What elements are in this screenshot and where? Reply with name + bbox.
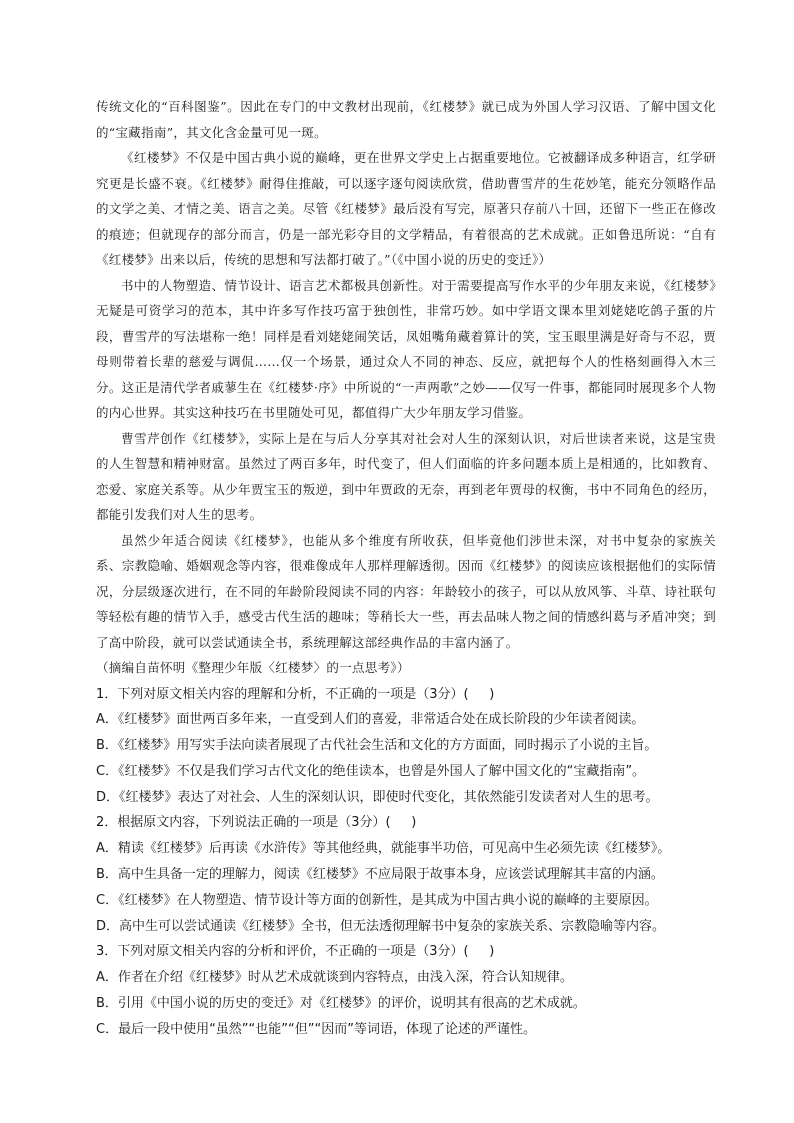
passage-paragraph-3: 书中的人物塑造、情节设计、语言艺术都极具创新性。对于需要提高写作水平的少年朋友来说，《红楼梦》无疑是可资学习的范本，其中许多写作技巧富于独创性，非常巧妙。如中学语文课本里刘姥姥吃鸽子蛋的片段，曹雪芹的写法堪称一绝！同样是看刘姥姥闹笑话，凤姐嘴角藏着算计的笑，宝玉眼里满是好奇与不忍，贾母则带着长辈的慈爱与调侃……仅一个场景，通过众人不同的神态、反应，就把每个人的性格刻画得入木三分。这正是清代学者戚蓼生在《红楼梦·序》中所说的“一声两歌”之妙——仅写一件事，都能同时展现多个人物的内心世界。其实这种技巧在书里随处可见，都值得广大少年朋友学习借鉴。 xyxy=(96,277,716,420)
question-1 xyxy=(96,682,716,811)
reading-passage xyxy=(96,94,716,681)
option-d: D．高中生可以尝试通读《红楼梦》全书，但无法透彻理解书中复杂的家族关系、宗教隐喻等内容。 xyxy=(96,918,666,934)
option-a: A．作者在介绍《红楼梦》时从艺术成就谈到内容特点，由浅入深，符合认知规律。 xyxy=(96,970,573,986)
document-page xyxy=(96,94,716,1043)
passage-paragraph-5: 虽然少年适合阅读《红楼梦》，也能从多个维度有所收获，但毕竟他们涉世未深，对书中复杂的家族关系、宗教隐喻、婚姻观念等内容，很难像成年人那样理解透彻。因而《红楼梦》的阅读应该根据他们的实际情况，分层级逐次进行，在不同的年龄阶段阅读不同的内容：年龄较小的孩子，可以从放风筝、斗草、诗社联句等轻松有趣的情节入手，感受古代生活的趣味；等稍长大一些，再去品味人物之间的情感纠葛与矛盾冲突；到了高中阶段，就可以尝试通读全书，系统理解这部经典作品的丰富内涵了。 xyxy=(96,532,716,650)
option-a: A．《红楼梦》面世两百多年来，一直受到人们的喜爱，非常适合处在成长阶段的少年读者阅读。 xyxy=(96,712,645,728)
option-a: A．精读《红楼梦》后再读《水浒传》等其他经典，就能事半功倍，可见高中生必须先读《红楼梦》。 xyxy=(96,841,671,857)
question-stem: 3．下列对原文相关内容的分析和评价，不正确的一项是（3分）( ) xyxy=(96,944,495,960)
option-b: B．引用《中国小说的历史的变迁》对《红楼梦》的评价，说明其有很高的艺术成就。 xyxy=(96,996,586,1012)
option-b: B．《红楼梦》用写实手法向读者展现了古代社会生活和文化的方方面面，同时揭示了小说的主旨。 xyxy=(96,738,658,754)
question-stem: 2．根据原文内容，下列说法正确的一项是（3分）( ) xyxy=(96,815,417,831)
option-b: B．高中生具备一定的理解力，阅读《红楼梦》不应局限于故事本身，应该尝试理解其丰富的内涵。 xyxy=(96,867,664,883)
passage-paragraph-1: 传统文化的“百科图鉴”。因此在专门的中文教材出现前，《红楼梦》就已成为外国人学习汉语、了解中国文化的“宝藏指南”，其文化含金量可见一斑。 xyxy=(96,99,716,140)
question-3 xyxy=(96,939,716,1042)
question-list xyxy=(96,682,716,1043)
passage-paragraph-4: 曹雪芹创作《红楼梦》，实际上是在与后人分享其对社会对人生的深刻认识，对后世读者来说，这是宝贵的人生智慧和精神财富。虽然过了两百多年，时代变了，但人们面临的许多问题本质上是相通的，比如教育、恋爱、家庭关系等。从少年贾宝玉的叛逆，到中年贾政的无奈，再到老年贾母的权衡，书中不同角色的经历，都能引发我们对人生的思考。 xyxy=(96,430,716,522)
option-c: C．《红楼梦》不仅是我们学习古代文化的绝佳读本，也曾是外国人了解中国文化的“宝藏指南”。 xyxy=(96,763,646,779)
passage-source: （摘编自苗怀明《整理少年版〈红楼梦〉的一点思考》） xyxy=(96,660,410,675)
passage-paragraph-2: 《红楼梦》不仅是中国古典小说的巅峰，更在世界文学史上占据重要地位。它被翻译成多种语言，红学研究更是长盛不衰。《红楼梦》耐得住推敲，可以逐字逐句阅读欣赏，借助曹雪芹的生花妙笔，能充分领略作品的文学之美、才情之美、语言之美。尽管《红楼梦》最后没有写完，原著只存前八十回，还留下一些正在修改的痕迹；但就现存的部分而言，仍是一部光彩夺目的文学精品，有着很高的艺术成就。正如鲁迅所说：“自有《红楼梦》出来以后，传统的思想和写法都打破了。”（《中国小说的历史的变迁》） xyxy=(96,150,716,267)
option-c: C．最后一段中使用“虽然”“也能”“但”“因而”等词语，体现了论述的严谨性。 xyxy=(96,1021,536,1037)
option-d: D．《红楼梦》表达了对社会、人生的深刻认识，即使时代变化，其依然能引发读者对人生的思考。 xyxy=(96,789,659,805)
question-stem: 1．下列对原文相关内容的理解和分析，不正确的一项是（3分）( ) xyxy=(96,686,495,702)
option-c: C．《红楼梦》在人物塑造、情节设计等方面的创新性，是其成为中国古典小说的巅峰的主要原因。 xyxy=(96,892,658,908)
question-2 xyxy=(96,810,716,939)
